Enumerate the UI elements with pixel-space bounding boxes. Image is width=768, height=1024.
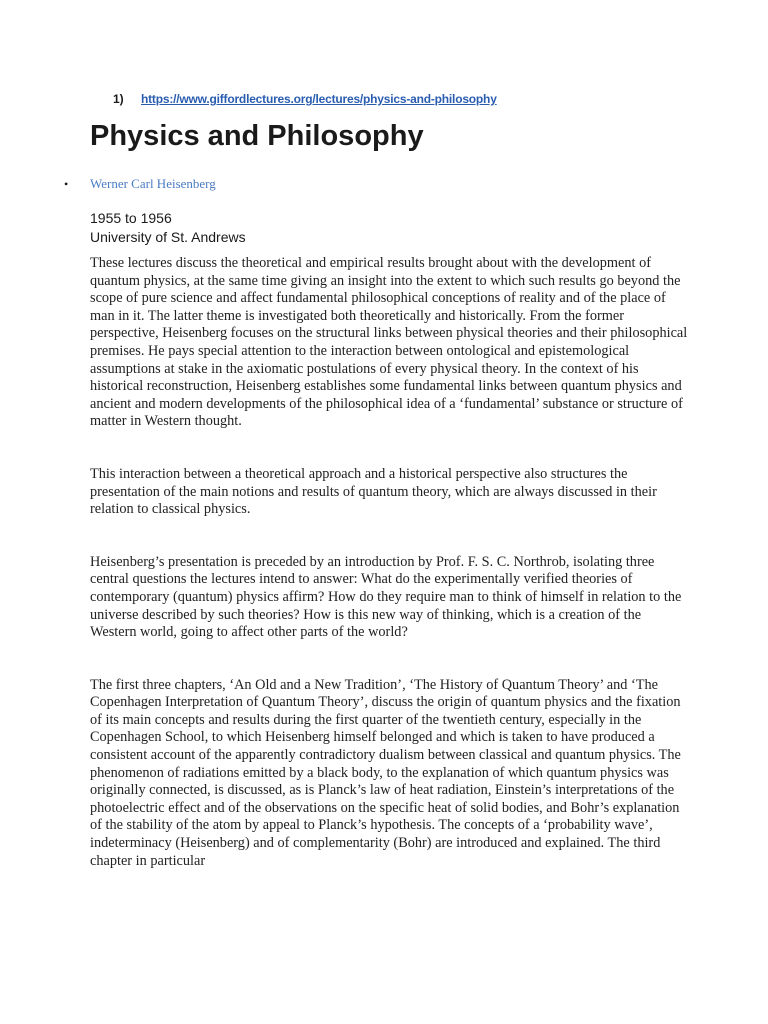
lecture-meta — [90, 209, 246, 247]
author-list-item — [64, 176, 216, 192]
body-text — [90, 255, 690, 905]
author-link[interactable]: Werner Carl Heisenberg — [90, 176, 216, 191]
paragraph: The first three chapters, ‘An Old and a New Tradition’, ‘The History of Quantum Theory’ and ‘The Copenhagen Interpretation of Quantum Theory’, discuss the origin of quantum physics and the fixation of its main concepts and results during the first quarter of the twentieth century, especially in the Copenhagen School, to which Heisenberg himself belonged and which is taken to have produced a consistent account of the apparently contradictory dualism between classical and quantum physics. The phenomenon of radiations emitted by a black body, to the explanation of which quantum physics was originally connected, is discussed, as is Planck’s law of heat radiation, Einstein’s interpretations of the photoelectric effect and of the observations on the specific heat of solid bodies, and Bohr’s explanation of the stability of the atom by appeal to Planck’s hypothesis. The concepts of a ‘probability wave’, indeterminacy (Heisenberg) and of complementarity (Bohr) are introduced and explained. The third chapter in particular — [90, 676, 681, 869]
paragraph: This interaction between a theoretical approach and a historical perspective also structures the presentation of the main notions and results of quantum theory, which are always discussed in their relation to classical physics. — [90, 465, 657, 518]
reference-number: 1) — [113, 92, 124, 106]
lecture-years: 1955 to 1956 — [90, 210, 172, 226]
reference-link[interactable]: https://www.giffordlectures.org/lectures/physics-and-philosophy — [141, 92, 497, 106]
reference-line — [113, 92, 497, 106]
paragraph: Heisenberg’s presentation is preceded by an introduction by Prof. F. S. C. Northrob, isolating three central questions the lectures intend to answer: What do the experimentally verified theories of contemporary (quantum) physics affirm? How do they require man to think of himself in relation to the universe described by such theories? How is this new way of thinking, which is a creation of the Western world, going to affect other parts of the world? — [90, 553, 682, 641]
paragraph: These lectures discuss the theoretical and empirical results brought about with the development of quantum physics, at the same time giving an insight into the extent to which such results go beyond the scope of pure science and affect fundamental philosophical conceptions of reality and of the place of man in it. The latter theme is investigated both theoretically and historically. From the former perspective, Heisenberg focuses on the structural links between physical theories and their philosophical premises. He pays special attention to the interaction between ontological and epistemological assumptions at stake in the axiomatic postulations of every physical theory. In the context of his historical reconstruction, Heisenberg establishes some fundamental links between quantum physics and ancient and modern developments of the philosophical idea of a ‘fundamental’ substance or structure of matter in Western thought. — [90, 255, 688, 430]
bullet-icon: • — [64, 177, 69, 191]
lecture-institution: University of St. Andrews — [90, 229, 246, 245]
page-title: Physics and Philosophy — [90, 120, 424, 152]
